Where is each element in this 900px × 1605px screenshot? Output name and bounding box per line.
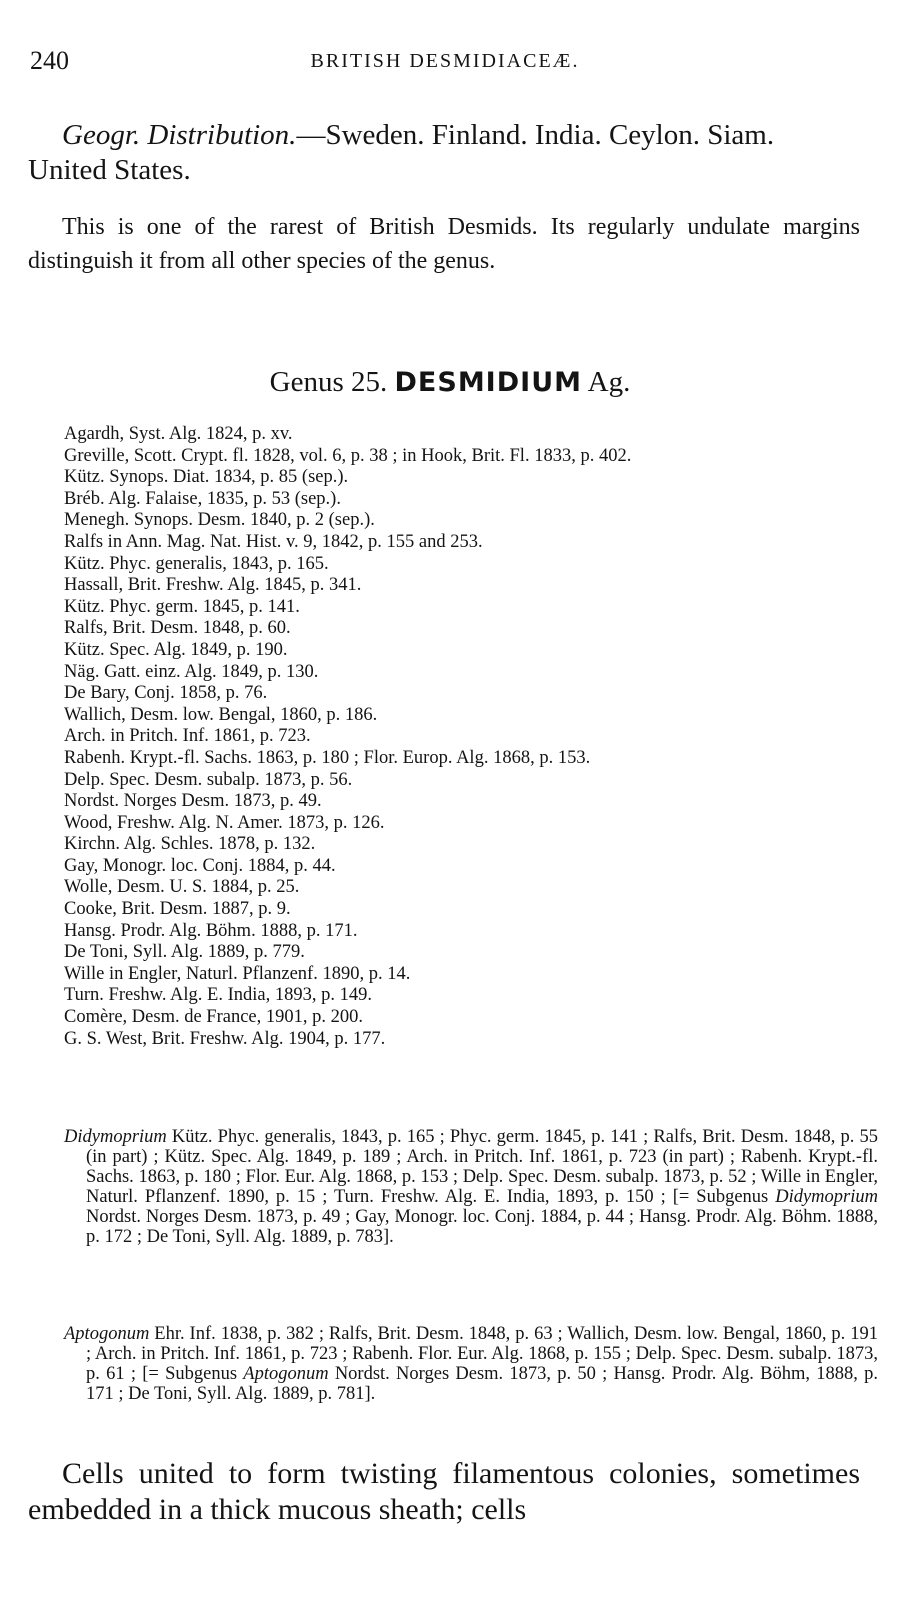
bibliography-entry: Turn. Freshw. Alg. E. India, 1893, p. 149. bbox=[64, 985, 372, 1006]
bibliography-entry: Kütz. Phyc. germ. 1845, p. 141. bbox=[64, 596, 300, 617]
bibliography-entry: Gay, Monogr. loc. Conj. 1884, p. 44. bbox=[64, 855, 336, 876]
bibliography-entry: Näg. Gatt. einz. Alg. 1849, p. 130. bbox=[64, 661, 319, 682]
subgenus-name: Aptogonum bbox=[243, 1363, 329, 1384]
bibliography-entry: Wallich, Desm. low. Bengal, 1860, p. 186. bbox=[64, 704, 378, 725]
distribution-dash: — bbox=[296, 119, 326, 151]
synonym-name: Aptogonum bbox=[64, 1324, 150, 1344]
rarity-note bbox=[28, 210, 860, 278]
bibliography-entry: Nordst. Norges Desm. 1873, p. 49. bbox=[64, 791, 322, 812]
distribution-label: Geogr. Distribution. bbox=[62, 119, 297, 151]
bibliography-entry: Hansg. Prodr. Alg. Böhm. 1888, p. 171. bbox=[64, 920, 358, 941]
bibliography-entry: Greville, Scott. Crypt. fl. 1828, vol. 6, p. 38 ; in Hook, Brit. Fl. 1833, p. 402. bbox=[64, 445, 632, 466]
bibliography-entry: De Toni, Syll. Alg. 1889, p. 779. bbox=[64, 942, 305, 963]
bibliography-entry: Wood, Freshw. Alg. N. Amer. 1873, p. 126. bbox=[64, 812, 385, 833]
bibliography-entry: Ralfs, Brit. Desm. 1848, p. 60. bbox=[64, 618, 291, 639]
bibliography-list bbox=[64, 424, 856, 1050]
running-title: BRITISH DESMIDIACEÆ. bbox=[310, 50, 580, 72]
bibliography-entry: Comère, Desm. de France, 1901, p. 200. bbox=[64, 1007, 364, 1028]
bibliography-entry: Kütz. Synops. Diat. 1834, p. 85 (sep.). bbox=[64, 467, 349, 488]
synonym-references-continued: Nordst. Norges Desm. 1873, p. 50 ; Hansg. Prodr. Alg. Böhm, 1888, p. 171 ; De Toni, Syll. Alg. 1889, p. 781]. bbox=[86, 1363, 879, 1404]
bibliography-entry: G. S. West, Brit. Freshw. Alg. 1904, p. 177. bbox=[64, 1028, 386, 1049]
synonym-references: Ehr. Inf. 1838, p. 382 ; Ralfs, Brit. Desm. 1848, p. 63 ; Wallich, Desm. low. Bengal, 1860, p. 191 ; Arch. in Pritch. Inf. 1861, p. 723 ; Rabenh. Flor. Eur. Alg. 1868, p. 155 ; Delp. Spec. Desm. subalp. 1873, p. 61 ; [= Subgenus bbox=[86, 1324, 878, 1384]
bibliography-entry: Arch. in Pritch. Inf. 1861, p. 723. bbox=[64, 726, 311, 747]
genus-description bbox=[28, 1456, 860, 1528]
synonym-references-continued: Nordst. Norges Desm. 1873, p. 49 ; Gay, Monogr. loc. Conj. 1884, p. 44 ; Hansg. Prodr. Alg. Böhm. 1888, p. 172 ; De Toni, Syll. Alg. 1889, p. 783]. bbox=[86, 1206, 878, 1247]
distribution-text: Sweden. Finland. India. Ceylon. Siam. United States. bbox=[28, 119, 775, 186]
bibliography-entry: Agardh, Syst. Alg. 1824, p. xv. bbox=[64, 424, 293, 444]
synonym-didymoprium bbox=[64, 1128, 878, 1247]
bibliography-entry: Kütz. Spec. Alg. 1849, p. 190. bbox=[64, 639, 288, 660]
bibliography-entry: Hassall, Brit. Freshw. Alg. 1845, p. 341. bbox=[64, 575, 362, 596]
synonym-aptogonum bbox=[64, 1325, 878, 1405]
genus-prefix: Genus 25. bbox=[269, 366, 388, 398]
synonym-name: Didymoprium bbox=[64, 1127, 167, 1147]
distribution-paragraph bbox=[28, 118, 860, 188]
genus-heading bbox=[0, 366, 900, 399]
bibliography-entry: Bréb. Alg. Falaise, 1835, p. 53 (sep.). bbox=[64, 488, 341, 509]
synonym-references: Kütz. Phyc. generalis, 1843, p. 165 ; Phyc. germ. 1845, p. 141 ; Ralfs, Brit. Desm. 1848, p. 55 (in part) ; Kütz. Spec. Alg. 1849, p. 189 ; Arch. in Pritch. Inf. 1861, p. 723 (in part) ; Rabenh. Krypt.-fl. Sachs. 1863, p. 180 ; Flor. Eur. Alg. 1868, p. 153 ; Delp. Spec. Desm. subalp. 1873, p. 52 ; Wille in Engler, Naturl. Pflanzenf. 1890, p. 15 ; Turn. Freshw. Alg. E. India, 1893, p. 150 ; [= Subgenus bbox=[86, 1127, 878, 1207]
page-number: 240 bbox=[30, 46, 69, 75]
running-head bbox=[30, 46, 860, 80]
subgenus-name: Didymoprium bbox=[775, 1186, 878, 1207]
bibliography-entry: Delp. Spec. Desm. subalp. 1873, p. 56. bbox=[64, 769, 353, 790]
bibliography-entry: Wolle, Desm. U. S. 1884, p. 25. bbox=[64, 877, 300, 898]
bibliography-entry: Kirchn. Alg. Schles. 1878, p. 132. bbox=[64, 834, 316, 855]
rarity-note-text: This is one of the rarest of British Desmids. Its regularly undulate margins distinguish it from all other species of the genus. bbox=[28, 214, 860, 274]
bibliography-entry: Wille in Engler, Naturl. Pflanzenf. 1890, p. 14. bbox=[64, 963, 411, 984]
bibliography-entry: Ralfs in Ann. Mag. Nat. Hist. v. 9, 1842, p. 155 and 253. bbox=[64, 531, 483, 552]
bibliography-entry: Rabenh. Krypt.-fl. Sachs. 1863, p. 180 ; Flor. Europ. Alg. 1868, p. 153. bbox=[64, 747, 591, 768]
bibliography-entry: De Bary, Conj. 1858, p. 76. bbox=[64, 683, 268, 704]
genus-description-text: Cells united to form twisting filamentous colonies, sometimes embedded in a thick mucous sheath; cells bbox=[28, 1457, 860, 1526]
bibliography-entry: Menegh. Synops. Desm. 1840, p. 2 (sep.). bbox=[64, 510, 375, 531]
bibliography-entry: Kütz. Phyc. generalis, 1843, p. 165. bbox=[64, 553, 329, 574]
bibliography-entry: Cooke, Brit. Desm. 1887, p. 9. bbox=[64, 899, 291, 920]
genus-name: DESMIDIUM bbox=[394, 367, 582, 398]
genus-author: Ag. bbox=[587, 366, 631, 398]
